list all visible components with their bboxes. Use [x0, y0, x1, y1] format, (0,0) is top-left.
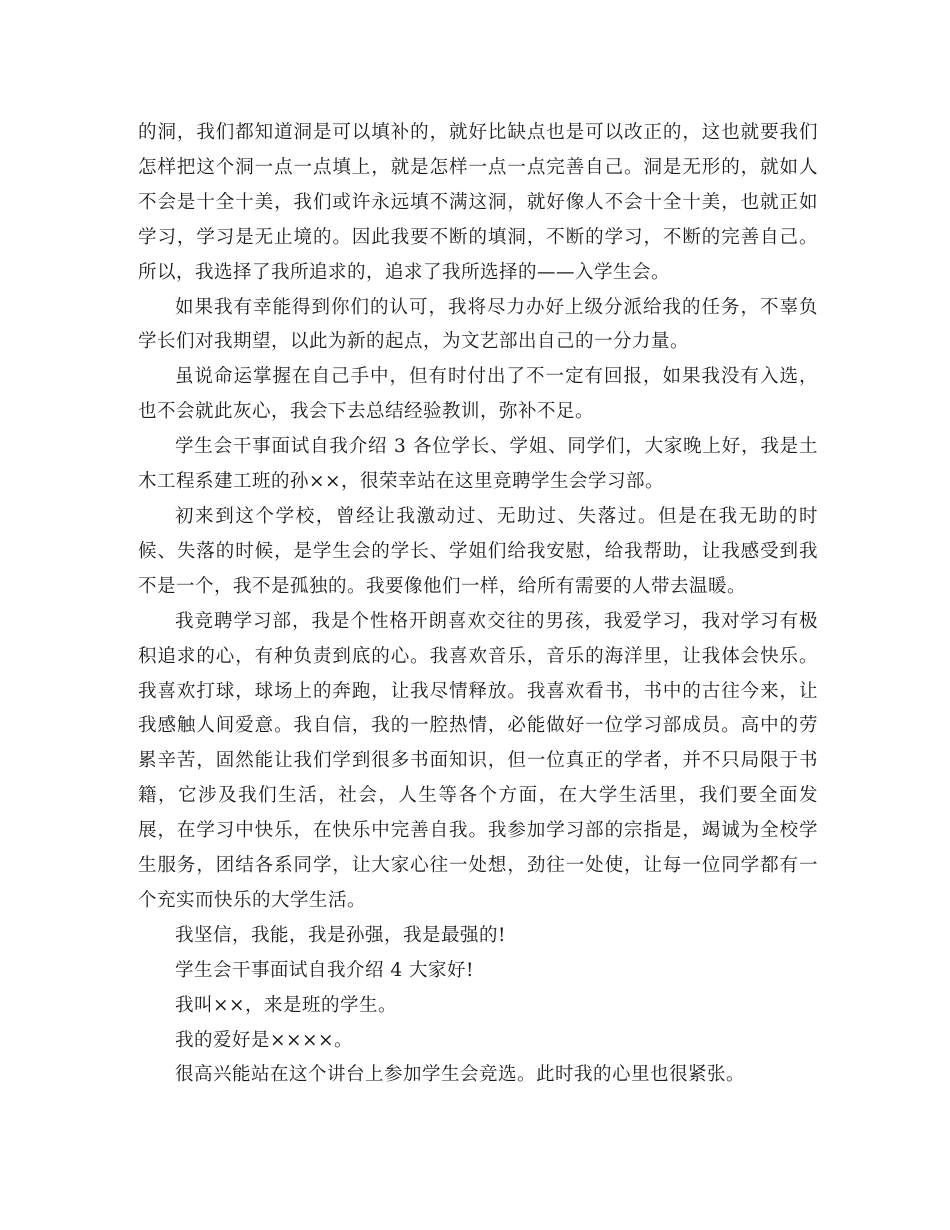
paragraph-11: 很高兴能站在这个讲台上参加学生会竞选。此时我的心里也很紧张。	[175, 1064, 746, 1086]
paragraph-3: 虽说命运掌握在自己手中，但有时付出了不一定有回报，如果我没有入选，也不会就此灰心，我会下去总结经验教训，弥补不足。	[138, 366, 818, 423]
paragraph-6: 我竞聘学习部，我是个性格开朗喜欢交往的男孩，我爱学习，我对学习有极积追求的心，有种负责到底的心。我喜欢音乐，音乐的海洋里，让我体会快乐。我喜欢打球，球场上的奔跑，让我尽情释放。我喜欢看书，书中的古往今来，让我感触人间爱意。我自信，我的一腔热情，必能做好一位学习部成员。高中的劳累辛苦，固然能让我们学到很多书面知识，但一位真正的学者，并不只局限于书籍，它涉及我们生活，社会，人生等各个方面，在大学生活里，我们要全面发展，在学习中快乐，在快乐中完善自我。我参加学习部的宗指是，竭诚为全校学生服务，团结各系同学，让大家心往一处想，劲往一处使，让每一位同学都有一个充实而快乐的大学生活。	[138, 610, 818, 911]
paragraph-7: 我坚信，我能，我是孙强，我是最强的!	[175, 924, 506, 946]
paragraph-5: 初来到这个学校，曾经让我激动过、无助过、失落过。但是在我无助的时候、失落的时候，是学生会的学长、学姐们给我安慰，给我帮助，让我感受到我不是一个，我不是孤独的。我要像他们一样，给所有需要的人带去温暖。	[138, 505, 818, 597]
paragraph-1: 的洞，我们都知道洞是可以填补的，就好比缺点也是可以改正的，这也就要我们怎样把这个洞一点一点填上，就是怎样一点一点完善自己。洞是无形的，就如人不会是十全十美，我们或许永远填不满这洞，就好像人不会十全十美，也就正如学习，学习是无止境的。因此我要不断的填洞，不断的学习，不断的完善自己。所以，我选择了我所追求的，追求了我所选择的——入学生会。	[138, 122, 818, 283]
paragraph-4: 学生会干事面试自我介绍 3 各位学长、学姐、同学们，大家晚上好，我是土木工程系建工班的孙××，很荣幸站在这里竞聘学生会学习部。	[138, 436, 818, 493]
document-body	[138, 116, 818, 1093]
paragraph-10: 我的爱好是××××。	[175, 1029, 354, 1051]
paragraph-8: 学生会干事面试自我介绍 4 大家好!	[175, 959, 474, 981]
paragraph-2: 如果我有幸能得到你们的认可，我将尽力办好上级分派给我的任务，不辜负学长们对我期望，以此为新的起点，为文艺部出自己的一分力量。	[138, 296, 818, 353]
paragraph-9: 我叫××，来是班的学生。	[175, 994, 398, 1016]
